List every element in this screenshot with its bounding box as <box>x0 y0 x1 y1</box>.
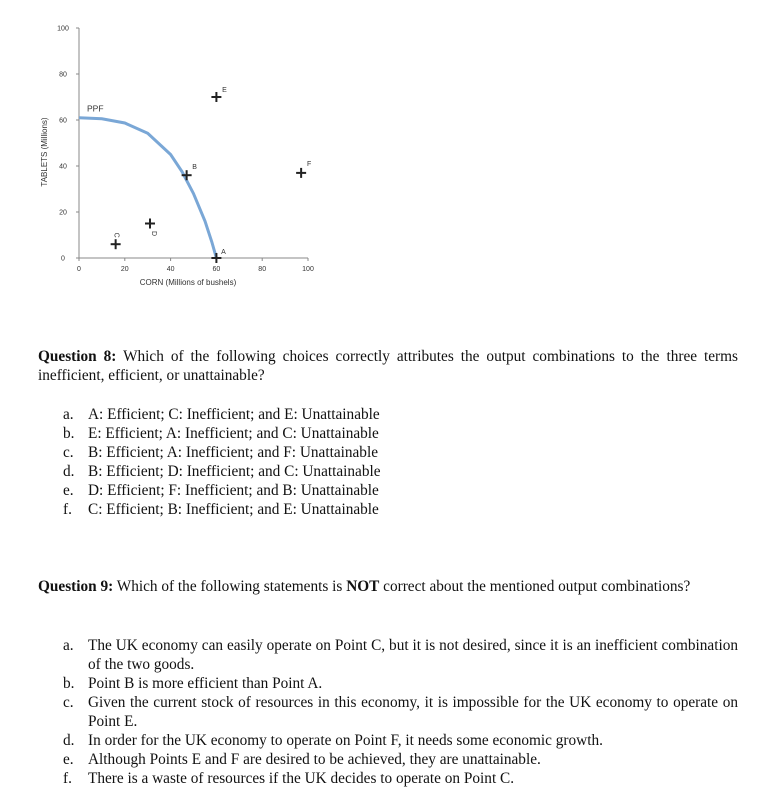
point-f <box>296 161 311 178</box>
ppf-curve <box>79 118 216 258</box>
point-label: B <box>192 164 197 172</box>
question-9-option <box>63 636 738 674</box>
y-tick-label: 40 <box>59 163 67 171</box>
question-9-option <box>63 731 738 750</box>
option-letter: a. <box>63 406 74 423</box>
y-axis-ticks <box>57 26 79 263</box>
y-axis-label: TABLETS (Millions) <box>40 117 49 187</box>
question-8-prompt <box>38 347 738 385</box>
option-text: B: Efficient; A: Inefficient; and F: Unattainable <box>88 444 378 461</box>
option-letter: f. <box>63 770 72 787</box>
option-text: C: Efficient; B: Inefficient; and E: Unattainable <box>88 501 379 518</box>
point-label: A <box>221 249 226 256</box>
option-text: In order for the UK economy to operate on Point F, it needs some economic growth. <box>88 732 603 749</box>
question-8-option <box>63 424 663 443</box>
point-c <box>111 233 121 250</box>
question-8-option <box>63 462 663 481</box>
option-text: B: Efficient; D: Inefficient; and C: Unattainable <box>88 463 381 480</box>
ppf-chart <box>0 0 340 300</box>
point-label: F <box>306 160 312 168</box>
x-tick-label: 0 <box>77 266 81 273</box>
question-8-option <box>63 481 663 500</box>
point-d <box>145 219 157 237</box>
x-tick-label: 100 <box>302 266 314 273</box>
y-tick-label: 100 <box>57 25 69 33</box>
question-9-option <box>63 693 738 731</box>
option-letter: e. <box>63 751 74 768</box>
option-letter: d. <box>63 463 75 480</box>
option-text: E: Efficient; A: Inefficient; and C: Unattainable <box>88 425 379 442</box>
y-tick-label: 0 <box>61 255 65 263</box>
option-letter: c. <box>63 444 74 461</box>
y-tick-label: 60 <box>59 117 67 125</box>
x-tick-label: 20 <box>120 266 129 273</box>
question-9-options <box>63 636 738 788</box>
option-letter: f. <box>63 501 72 518</box>
option-letter: b. <box>63 675 75 692</box>
option-letter: a. <box>63 637 74 654</box>
x-axis-ticks <box>77 258 314 273</box>
chart-axes <box>79 28 308 258</box>
option-text: Given the current stock of resources in this economy, it is impossible for the UK economy to operate on Point E. <box>88 694 738 730</box>
question-9-number: Question 9: <box>38 578 114 595</box>
y-tick-label: 20 <box>59 209 67 217</box>
question-8-option <box>63 443 663 462</box>
x-tick-label: 40 <box>166 266 175 273</box>
option-letter: d. <box>63 732 75 749</box>
point-e <box>211 87 227 102</box>
question-9-option <box>63 674 738 693</box>
point-label: E <box>222 87 227 94</box>
option-letter: c. <box>63 694 74 711</box>
question-8-option <box>63 405 663 424</box>
question-9-text-after: correct about the mentioned output combinations? <box>379 578 691 595</box>
option-letter: b. <box>63 425 75 442</box>
x-axis-label: CORN (Millions of bushels) <box>139 278 237 287</box>
y-tick-label: 80 <box>59 71 67 79</box>
option-text: A: Efficient; C: Inefficient; and E: Unattainable <box>88 406 380 423</box>
question-9-text-before: Which of the following statements is <box>113 578 347 595</box>
ppf-curve-label: PPF <box>87 103 104 114</box>
question-8-option <box>63 500 663 519</box>
option-letter: e. <box>63 482 74 499</box>
x-tick-label: 80 <box>258 266 267 273</box>
question-9-option <box>63 769 738 788</box>
question-9-emphasis: NOT <box>346 578 380 595</box>
option-text: The UK economy can easily operate on Point C, but it is not desired, since it is an inefficient combination of the two goods. <box>88 637 738 673</box>
option-text: D: Efficient; F: Inefficient; and B: Unattainable <box>88 482 379 499</box>
option-text: Point B is more efficient than Point A. <box>88 675 323 692</box>
x-tick-label: 60 <box>212 266 221 273</box>
question-8-number: Question 8: <box>38 348 117 365</box>
question-8-options <box>63 405 663 519</box>
question-9-option <box>63 750 738 769</box>
option-text: There is a waste of resources if the UK decides to operate on Point C. <box>88 770 515 787</box>
option-text: Although Points E and F are desired to be achieved, they are unattainable. <box>88 751 541 768</box>
question-9-prompt <box>38 577 738 596</box>
point-label: C <box>112 232 120 238</box>
point-label: D <box>149 230 157 237</box>
question-8-text: Which of the following choices correctly attributes the output combinations to the three terms inefficient, efficient, or unattainable? <box>38 348 738 384</box>
